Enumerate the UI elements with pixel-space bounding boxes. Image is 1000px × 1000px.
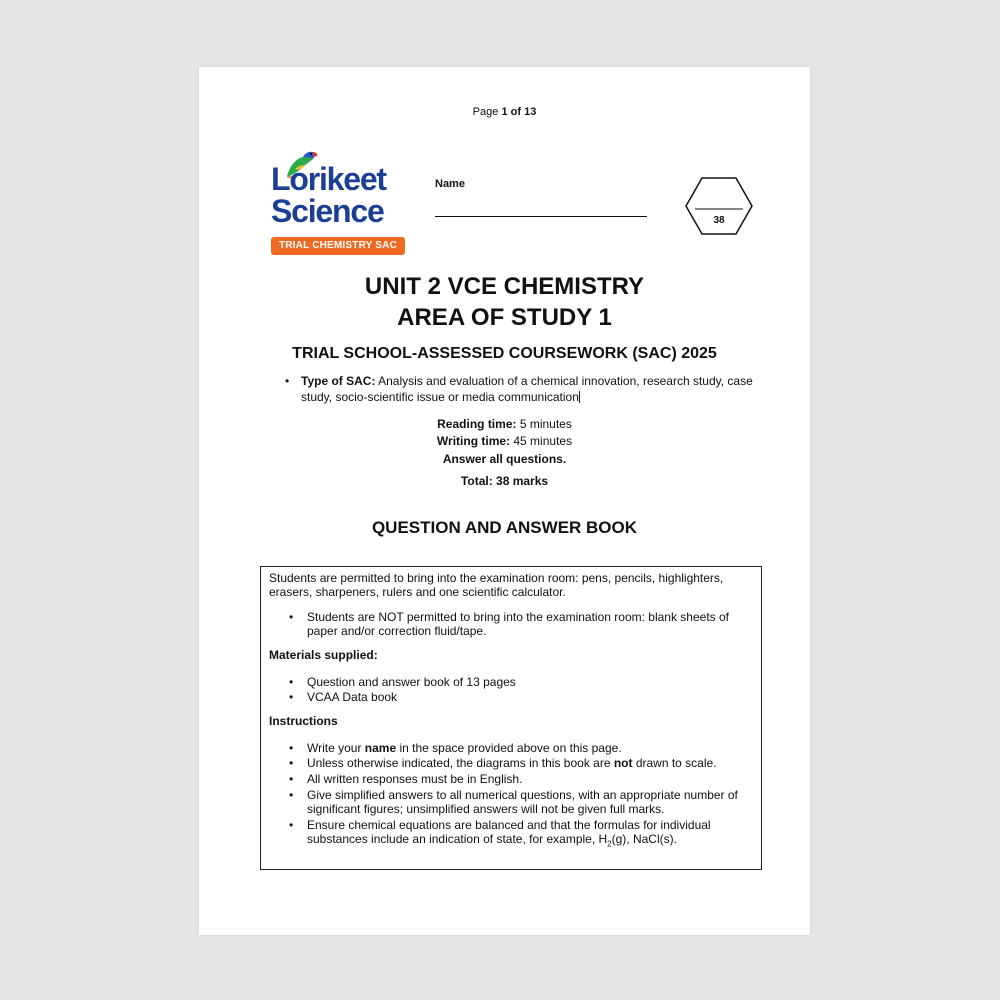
permitted-text (269, 571, 749, 599)
not-permitted-line2: paper and/or correction fluid/tape. (307, 624, 487, 638)
permitted-line1: Students are permitted to bring into the examination room: pens, pencils, highlighters, (269, 571, 724, 585)
lorikeet-science-logo (271, 147, 411, 257)
list-item (289, 675, 739, 689)
instr1-bold: name (364, 741, 397, 755)
bullet: • (289, 788, 294, 802)
list-item (289, 690, 739, 704)
reading-time (199, 417, 810, 431)
sac-type-label: Type of SAC: (301, 374, 376, 388)
sac-type-item (285, 373, 755, 405)
page-total: 13 (524, 106, 537, 118)
instructions-heading-text: Instructions (269, 714, 338, 728)
bullet: • (289, 772, 294, 786)
writing-time-label: Writing time: (436, 434, 511, 448)
instr3: All written responses must be in English. (307, 772, 523, 786)
logo-tagline: TRIAL CHEMISTRY SAC (271, 237, 405, 255)
writing-time (199, 434, 810, 448)
materials-heading (269, 648, 749, 662)
page-label: Page (472, 106, 499, 118)
text-cursor (579, 391, 580, 403)
logo-line1: Lorikeet (271, 161, 386, 197)
writing-time-value: 45 minutes (513, 434, 573, 448)
instr1-pre: Write your (307, 741, 365, 755)
bullet: • (289, 756, 294, 770)
page-title-line1: UNIT 2 VCE CHEMISTRY (364, 273, 645, 300)
name-label: Name (435, 178, 465, 190)
name-input-line[interactable] (435, 216, 647, 217)
reading-time-value: 5 minutes (519, 417, 572, 431)
instr4-line1: Give simplified answers to all numerical questions, with an appropriate number of (307, 788, 738, 802)
list-item (289, 818, 739, 849)
bullet: • (289, 818, 294, 832)
materials-heading-text: Materials supplied: (269, 648, 378, 662)
list-item (289, 610, 739, 638)
logo-line2: Science (271, 193, 384, 229)
instr2-bold: not (613, 756, 633, 770)
total-marks-text: Total: 38 marks (460, 474, 549, 488)
list-item (289, 772, 739, 786)
instr2-post: drawn to scale. (632, 756, 717, 770)
page-number (199, 106, 810, 118)
sac-type-text1: Analysis and evaluation of a chemical innovation, research study, case (378, 374, 753, 388)
instr5-line1: Ensure chemical equations are balanced and that the formulas for individual (307, 818, 711, 832)
instr4-line2: significant figures; unsimplified answers will not be given full marks. (307, 802, 665, 816)
sac-type-text2: study, socio-scientific issue or media communication (301, 390, 579, 404)
list-item (289, 741, 739, 755)
instr5-line2-post: (g), NaCl(s). (611, 832, 677, 846)
bullet: • (289, 741, 294, 755)
bullet: • (289, 675, 294, 689)
reading-time-label: Reading time: (437, 417, 517, 431)
instr1-post: in the space provided above on this page. (396, 741, 622, 755)
material-item: VCAA Data book (307, 690, 398, 704)
bullet: • (285, 374, 290, 388)
bullet: • (289, 690, 294, 704)
list-item (289, 756, 739, 770)
total-marks (199, 474, 810, 488)
list-item (289, 788, 739, 816)
instr2-pre: Unless otherwise indicated, the diagrams in this book are (307, 756, 614, 770)
page-title-line2: AREA OF STUDY 1 (397, 304, 612, 331)
instr5-line2-pre: substances include an indication of state, for example, H (307, 832, 608, 846)
section-heading: QUESTION AND ANSWER BOOK (371, 518, 638, 537)
page-of: of (510, 106, 522, 118)
material-item: Question and answer book of 13 pages (307, 675, 516, 689)
answer-all-text: Answer all questions. (442, 452, 567, 466)
permitted-line2: erasers, sharpeners, rulers and one scientific calculator. (269, 585, 566, 599)
document-page (199, 67, 810, 935)
bullet: • (289, 610, 294, 624)
score-hexagon (685, 177, 753, 235)
not-permitted-line1: Students are NOT permitted to bring into the examination room: blank sheets of (307, 610, 730, 624)
instr5-subscript: 2 (607, 839, 612, 849)
page-current: 1 (501, 106, 508, 118)
page-subtitle: TRIAL SCHOOL-ASSESSED COURSEWORK (SAC) 2025 (292, 345, 717, 362)
instructions-box (260, 566, 762, 870)
instructions-heading (269, 714, 749, 728)
score-total: 38 (713, 215, 725, 226)
answer-all (199, 452, 810, 466)
